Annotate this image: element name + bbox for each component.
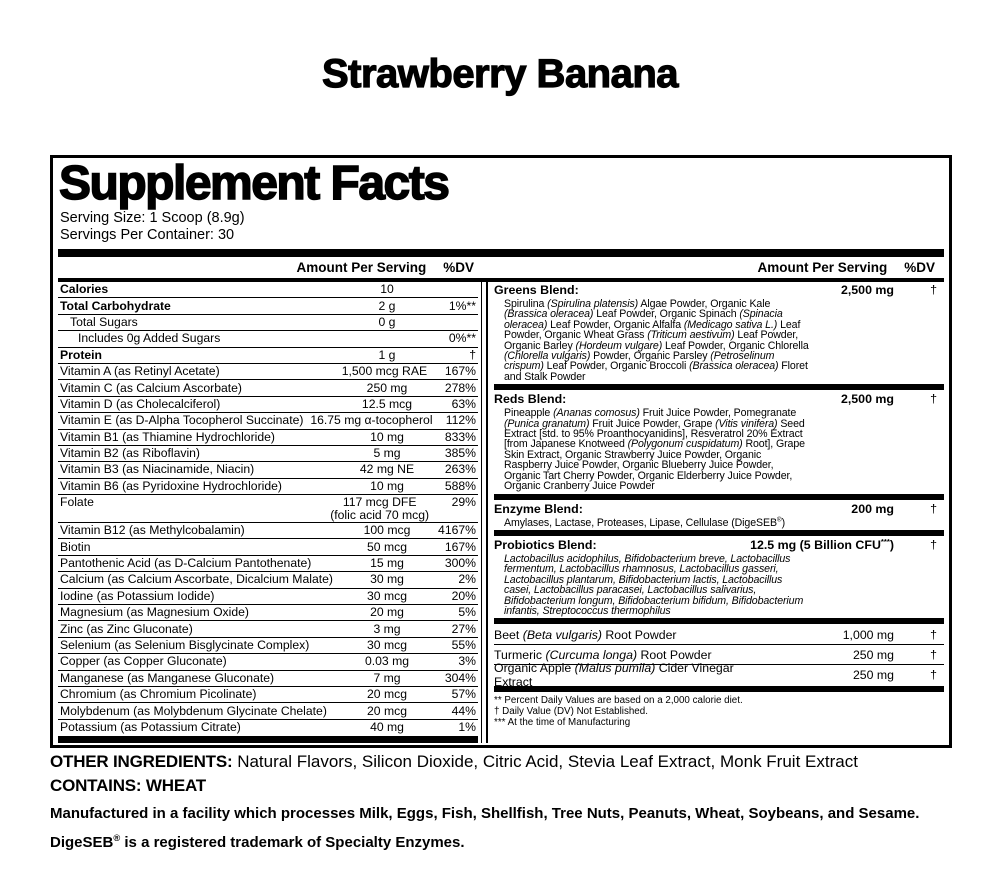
- supplement-facts-panel: [50, 155, 952, 748]
- nutrient-dv: 263%: [444, 462, 476, 477]
- nutrient-name: Protein: [60, 347, 102, 362]
- botanical-amount: 250 mg: [852, 668, 894, 683]
- nutrient-name: Chromium (as Chromium Picolinate): [60, 687, 257, 702]
- nutrient-amount: 3 mg: [373, 621, 401, 636]
- nutrient-dv: 55%: [451, 638, 476, 652]
- nutrient-name: Iodine (as Potassium Iodide): [60, 588, 215, 603]
- nutrient-name: Calories: [60, 282, 109, 297]
- blend-description: Pineapple (Ananas comosus) Fruit Juice Powder, Pomegranate (Punica granatum) Fruit Juice Powder, Grape (Vitis vinifera) Seed Extract [std. to 95% Proanthocyanidins], Resveratrol 20% Extract [from Japanese Knotweed (Polygonum cuspidatum) Root], Grape Skin Extract, Organic Strawberry Juice Powder, Organic Raspberry Juice Powder, Organic Blueberry Juice Powder, Organic Tart Cherry Powder, Organic Elderberry Juice Powder, Organic Cranberry Juice Powder: [504, 407, 805, 493]
- botanical-rows: [494, 625, 944, 690]
- nutrient-name: Total Carbohydrate: [60, 298, 171, 313]
- nutrient-dv: 112%: [445, 413, 476, 428]
- nutrient-amount: 5 mg: [373, 446, 401, 461]
- nutrient-dv: 167%: [444, 539, 476, 554]
- nutrient-dv: 833%: [444, 429, 476, 444]
- blend-amount: 200 mg: [851, 501, 894, 516]
- nutrient-amount: 1 g: [378, 347, 396, 362]
- nutrient-name: Potassium (as Potassium Citrate): [60, 720, 241, 735]
- nutrient-name: Biotin: [60, 539, 91, 554]
- nutrient-dv: 2%: [458, 572, 476, 587]
- blend-header: [494, 391, 944, 406]
- blend-dv: †: [930, 501, 937, 516]
- botanical-dv: †: [930, 668, 937, 683]
- nutrient-amount: 20 mcg: [367, 687, 407, 702]
- blend-divider-bar: [494, 530, 944, 536]
- nutrient-dv: 4167%: [438, 523, 476, 538]
- nutrient-row: [58, 720, 478, 736]
- blend-name: Greens Blend:: [494, 283, 579, 297]
- nutrient-dv: 63%: [451, 396, 476, 411]
- nutrient-row: [58, 703, 478, 719]
- nutrient-name: Vitamin D (as Cholecalciferol): [60, 396, 221, 411]
- nutrient-dv: 44%: [451, 703, 476, 718]
- nutrient-name: Vitamin B2 (as Riboflavin): [60, 446, 200, 461]
- blend-description: Spirulina (Spirulina platensis) Algae Powder, Organic Kale (Brassica oleracea) Leaf Powder, Organic Spinach (Spinacia oleracea) Leaf Powder, Organic Alfalfa (Medicago sativa L.) Leaf Powder, Organic Wheat Grass (Triticum aestivum) Leaf Powder, Organic Barley (Hordeum vulgare) Leaf Powder, Organic Chlorella (Chlorella vulgaris) Powder, Organic Parsley (Petroselinum crispum) Leaf Powder, Organic Broccoli (Brassica oleracea) Floret and Stalk Powder: [504, 298, 809, 383]
- nutrient-amount: 16.75 mg α-tocopherol: [310, 413, 433, 428]
- nutrient-dv: 588%: [444, 478, 476, 493]
- nutrient-row: [58, 397, 478, 413]
- nutrient-name: Includes 0g Added Sugars: [78, 331, 221, 346]
- nutrient-amount: 15 mg: [370, 556, 404, 571]
- nutrient-name: Vitamin B12 (as Methylcobalamin): [60, 523, 245, 538]
- nutrient-name: Folate: [60, 495, 94, 510]
- other-ingredients-line: [50, 752, 955, 772]
- nutrient-dv: 0%**: [448, 331, 476, 346]
- nutrient-dv: 1%: [458, 720, 476, 735]
- blend-amount: 2,500 mg: [840, 392, 894, 407]
- blend-amount: 2,500 mg: [840, 283, 894, 297]
- nutrient-name: Vitamin B3 (as Niacinamide, Niacin): [60, 462, 255, 477]
- nutrient-row: [58, 572, 478, 588]
- top-divider-bar: [58, 249, 944, 257]
- nutrient-dv: 278%: [444, 380, 476, 395]
- blend-description: Lactobacillus acidophilus, Bifidobacterium breve, Lactobacillus fermentum, Lactobacillus rhamnosus, Lactobacillus gasseri, Lactobacillus plantarum, Bifidobacterium lactis, Lactobacillus casei, Lactobacillus paracasei, Lactobacillus salivarius, Bifidobacterium longum, Bifidobacterium bifidum, Bifidobacterium infantis, Streptococcus thermophilus: [504, 552, 804, 617]
- nutrient-dv: 167%: [444, 364, 476, 379]
- servings-per-container: Servings Per Container: 30: [60, 227, 235, 243]
- botanical-dv: †: [930, 627, 937, 642]
- footnote-line: ** Percent Daily Values are based on a 2,000 calorie diet.: [494, 695, 743, 707]
- nutrient-row: [58, 556, 478, 572]
- blend-name: Enzyme Blend:: [494, 501, 583, 516]
- supplement-facts-title: Supplement Facts: [59, 157, 449, 210]
- blends-column: [488, 282, 944, 743]
- botanical-amount: 1,000 mg: [842, 627, 894, 642]
- nutrient-name: Vitamin C (as Calcium Ascorbate): [60, 380, 242, 395]
- nutrient-name: Vitamin E (as D-Alpha Tocopherol Succinate): [60, 413, 304, 428]
- footnote-line: † Daily Value (DV) Not Established.: [494, 705, 648, 717]
- nutrient-row: [58, 331, 478, 347]
- nutrient-name: Calcium (as Calcium Ascorbate, Dicalcium Malate): [60, 572, 333, 587]
- column-headers: [58, 257, 944, 278]
- blend-divider-bar: [494, 384, 944, 390]
- nutrient-amount: 40 mg: [370, 720, 404, 735]
- nutrients-column: [58, 282, 482, 743]
- nutrient-amount: 250 mg: [366, 380, 408, 395]
- nutrient-amount: 2 g: [378, 298, 396, 313]
- nutrient-dv: †: [469, 347, 476, 362]
- botanical-name: Beet (Beta vulgaris) Root Powder: [494, 627, 677, 642]
- nutrient-row: [58, 479, 478, 495]
- nutrient-amount: 0 g: [378, 314, 396, 329]
- blend-dv: †: [930, 283, 937, 297]
- nutrient-dv: 3%: [458, 654, 476, 669]
- nutrient-dv: 29%: [451, 495, 476, 510]
- nutrient-amount: 10 mg: [370, 429, 404, 444]
- nutrient-row: [58, 621, 478, 637]
- facility-statement: Manufactured in a facility which processes Milk, Eggs, Fish, Shellfish, Tree Nuts, Peanuts, Wheat, Soybeans, and Sesame.: [50, 805, 920, 822]
- nutrient-amount: 50 mcg: [367, 539, 407, 554]
- nutrient-name: Vitamin B1 (as Thiamine Hydrochloride): [60, 429, 275, 444]
- serving-size: Serving Size: 1 Scoop (8.9g): [60, 210, 245, 226]
- nutrient-row: [58, 523, 478, 539]
- nutrient-name: Zinc (as Zinc Gluconate): [60, 621, 193, 636]
- other-ingredients-label: OTHER INGREDIENTS:: [50, 752, 233, 771]
- right-amount-per-serving-header: Amount Per Serving: [757, 260, 888, 275]
- left-column-bottom-bar: [58, 736, 478, 743]
- nutrient-row: [58, 654, 478, 670]
- blend-divider-bar: [494, 494, 944, 500]
- nutrient-row: [58, 282, 478, 298]
- nutrient-amount: 30 mcg: [367, 638, 407, 652]
- nutrient-amount: [330, 496, 429, 522]
- nutrient-dv: 57%: [451, 687, 476, 702]
- nutrient-row: [58, 671, 478, 687]
- nutrient-row: [58, 380, 478, 396]
- blend-header: [494, 282, 944, 297]
- nutrient-row: [58, 348, 478, 364]
- nutrient-amount: 10 mg: [370, 478, 404, 493]
- left-column-header: [58, 260, 482, 275]
- blend-dv: †: [930, 537, 937, 552]
- nutrient-row: [58, 364, 478, 380]
- facts-columns: [58, 282, 944, 743]
- nutrient-amount: 12.5 mcg: [361, 396, 413, 411]
- botanical-row: [494, 625, 944, 645]
- blend-dv: †: [930, 392, 937, 407]
- nutrient-row: [58, 589, 478, 605]
- blend-header: [494, 537, 944, 552]
- nutrient-name: Vitamin A (as Retinyl Acetate): [60, 364, 220, 379]
- footnotes: [494, 693, 944, 728]
- nutrient-name: Manganese (as Manganese Gluconate): [60, 670, 275, 685]
- nutrient-row: [58, 430, 478, 446]
- nutrient-name: Magnesium (as Magnesium Oxide): [60, 605, 249, 620]
- blend-name: Probiotics Blend:: [494, 537, 597, 552]
- nutrient-dv: 1%**: [448, 298, 476, 313]
- nutrient-amount: 30 mcg: [367, 588, 407, 603]
- nutrient-dv: 300%: [444, 556, 476, 571]
- botanical-name: Organic Apple (Malus pumila) Cider Vinegar Extract: [494, 661, 734, 690]
- nutrient-row: [58, 462, 478, 478]
- blend-name: Reds Blend:: [494, 392, 567, 407]
- blend-header: [494, 501, 944, 516]
- flavor-title: Strawberry Banana: [321, 52, 679, 96]
- nutrient-amount: 30 mg: [370, 572, 404, 587]
- nutrient-name: Copper (as Copper Gluconate): [60, 654, 227, 669]
- blend-sections: [494, 282, 944, 624]
- nutrient-amount-line1: 117 mcg DFE: [342, 495, 417, 510]
- nutrient-name: Total Sugars: [70, 314, 138, 329]
- nutrient-row: [58, 446, 478, 462]
- nutrient-name: Molybdenum (as Molybdenum Glycinate Chelate): [60, 703, 327, 718]
- nutrient-amount: 42 mg NE: [359, 462, 415, 477]
- left-dv-header: %DV: [443, 260, 474, 275]
- blend-section: [494, 282, 944, 383]
- nutrient-amount: 0.03 mg: [364, 654, 410, 669]
- left-amount-per-serving-header: Amount Per Serving: [296, 260, 427, 275]
- nutrient-name: Vitamin B6 (as Pyridoxine Hydrochloride): [60, 478, 282, 493]
- nutrient-amount: 10: [380, 282, 394, 297]
- contains-statement: CONTAINS: WHEAT: [50, 776, 206, 795]
- botanical-name: Turmeric (Curcuma longa) Root Powder: [494, 647, 712, 662]
- blend-amount: 12.5 mg (5 Billion CFU***): [750, 536, 894, 552]
- nutrient-row: [58, 413, 478, 429]
- nutrient-dv: 385%: [444, 446, 476, 461]
- nutrient-row: [58, 605, 478, 621]
- nutrient-row: [58, 315, 478, 331]
- nutrient-dv: 27%: [451, 621, 476, 636]
- nutrient-amount: 1,500 mcg RAE: [341, 364, 428, 379]
- other-ingredients-text: Natural Flavors, Silicon Dioxide, Citric Acid, Stevia Leaf Extract, Monk Fruit Extract: [237, 752, 858, 771]
- blend-divider-bar: [494, 618, 944, 624]
- nutrient-name: Pantothenic Acid (as D-Calcium Pantothenate): [60, 556, 312, 571]
- nutrient-dv: 304%: [444, 670, 476, 685]
- nutrient-amount: 7 mg: [373, 670, 401, 685]
- footnote-line: *** At the time of Manufacturing: [494, 716, 631, 728]
- nutrient-name: Selenium (as Selenium Bisglycinate Complex): [60, 638, 310, 652]
- nutrient-amount-line2: (folic acid 70 mcg): [330, 508, 430, 523]
- nutrient-row: [58, 687, 478, 703]
- blend-section: [494, 391, 944, 492]
- right-column-header: [491, 260, 944, 275]
- nutrient-amount: 100 mcg: [363, 523, 411, 538]
- blend-section: [494, 537, 944, 617]
- nutrient-amount: 20 mg: [370, 605, 404, 620]
- nutrient-row: [58, 298, 478, 314]
- nutrient-dv: 20%: [451, 588, 476, 603]
- botanical-amount: 250 mg: [852, 647, 894, 662]
- botanical-row: [494, 661, 944, 690]
- right-dv-header: %DV: [904, 260, 935, 275]
- nutrient-row: [58, 539, 478, 555]
- nutrient-amount: 20 mcg: [367, 703, 407, 718]
- blend-section: [494, 501, 944, 529]
- blend-description: Amylases, Lactase, Proteases, Lipase, Cellulase (DigeSEB®): [504, 515, 786, 529]
- nutrient-row: [58, 495, 478, 523]
- botanical-dv: †: [930, 647, 937, 662]
- nutrient-dv: 5%: [458, 605, 476, 620]
- trademark-statement: DigeSEB® is a registered trademark of Specialty Enzymes.: [50, 833, 465, 851]
- nutrient-row: [58, 638, 478, 654]
